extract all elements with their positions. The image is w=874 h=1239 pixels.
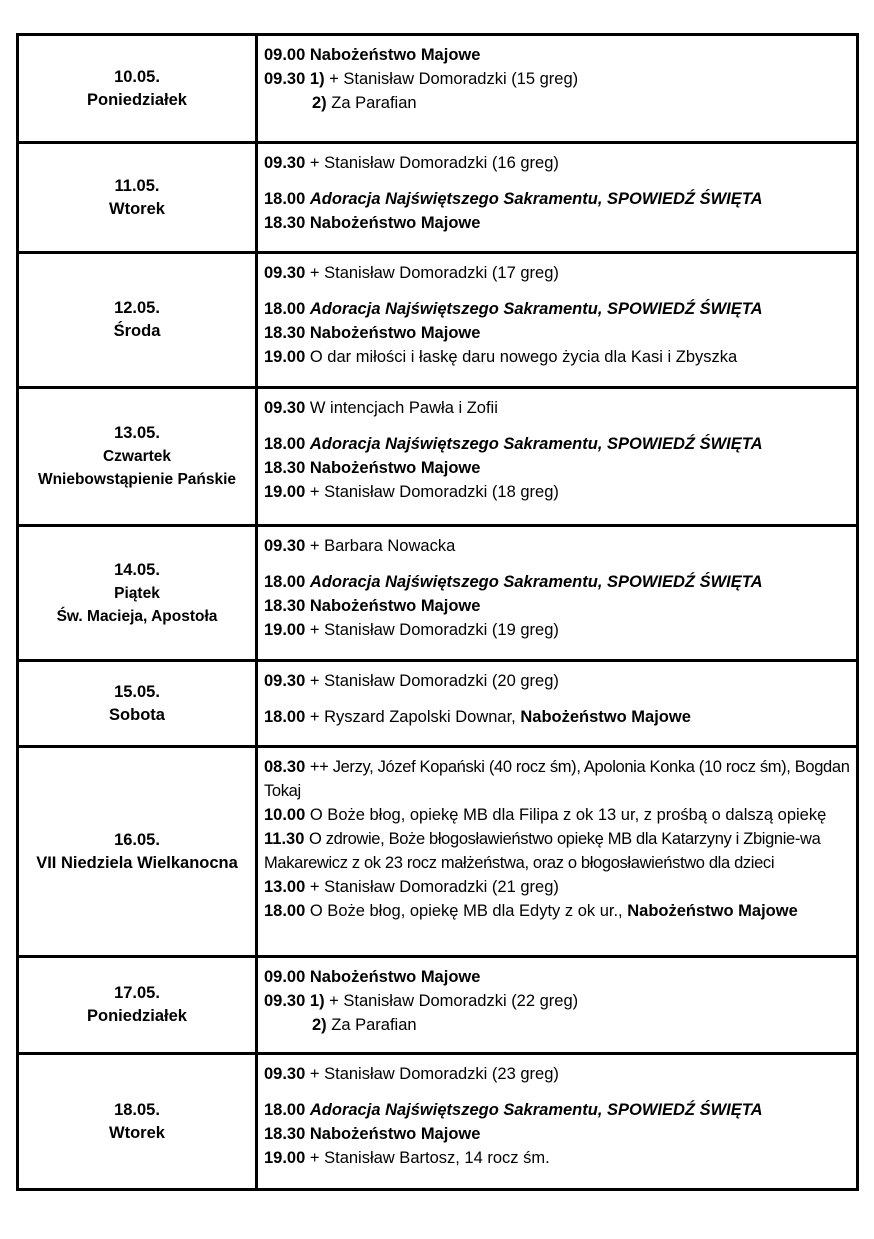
entry-text: + Stanisław Domoradzki (15 greg)	[329, 70, 579, 88]
entry-time: 18.00	[264, 1101, 306, 1119]
spacer	[264, 285, 850, 297]
schedule-entry	[264, 755, 850, 803]
entry-text: Za Parafian	[331, 94, 417, 112]
day-cell	[18, 526, 257, 661]
entries-cell	[257, 253, 858, 388]
schedule-row	[18, 388, 858, 526]
schedule-entry	[264, 321, 850, 345]
day-name: Poniedziałek	[87, 90, 187, 109]
schedule-entry	[264, 1062, 850, 1086]
entry-number: 1)	[309, 70, 325, 88]
entry-text: + Stanisław Bartosz, 14 rocz śm.	[309, 1149, 550, 1167]
schedule-row	[18, 253, 858, 388]
entries-cell	[257, 957, 858, 1054]
day-name: Poniedziałek	[87, 1007, 187, 1025]
entry-text: + Stanisław Domoradzki (23 greg)	[309, 1065, 559, 1083]
entry-number: 2)	[312, 94, 327, 112]
day-date: 16.05.	[114, 830, 160, 849]
entry-text: + Barbara Nowacka	[309, 537, 456, 555]
entry-text-bold: Nabożeństwo Majowe	[309, 46, 481, 64]
schedule-entry	[264, 43, 850, 67]
schedule-entry	[264, 456, 850, 480]
entry-text: + Stanisław Domoradzki (16 greg)	[309, 154, 559, 172]
schedule-entry	[264, 899, 850, 923]
entry-text: O Boże błog, opiekę MB dla Filipa z ok 13 ur, z prośbą o dalszą opiekę	[309, 806, 827, 824]
entry-time: 19.00	[264, 483, 306, 501]
day-date: 18.05.	[114, 1100, 160, 1119]
schedule-entry	[264, 669, 850, 693]
schedule-body	[18, 35, 858, 1190]
entries-cell	[257, 35, 858, 143]
day-date: 10.05.	[114, 67, 160, 86]
schedule-entry	[264, 345, 850, 369]
day-name: Czwartek	[102, 448, 172, 465]
entry-time: 09.00	[264, 46, 306, 64]
schedule-entry	[264, 480, 850, 504]
entry-time: 09.30	[264, 264, 306, 282]
entry-time: 18.00	[264, 902, 306, 920]
entry-time: 09.30	[264, 70, 306, 88]
entry-text: Za Parafian	[331, 1016, 417, 1034]
schedule-entry	[264, 965, 850, 989]
entries-cell	[257, 388, 858, 526]
entry-time: 09.00	[264, 968, 306, 986]
schedule-row	[18, 526, 858, 661]
entry-time: 18.30	[264, 597, 306, 615]
day-cell	[18, 661, 257, 747]
day-date: 15.05.	[114, 682, 160, 701]
spacer	[264, 420, 850, 432]
entry-text-bold-italic: Adoracja Najświętszego Sakramentu, SPOWIEDŹ ŚWIĘTA	[309, 300, 763, 318]
day-cell	[18, 957, 257, 1054]
entry-time: 09.30	[264, 537, 306, 555]
schedule-entry	[264, 989, 850, 1013]
entry-time: 18.30	[264, 214, 306, 232]
entry-time: 18.00	[264, 300, 306, 318]
entry-text: O zdrowie, Boże błogosławieństwo opiekę MB dla Katarzyny i Zbignie-wa Makarewicz z ok 23 rocz małżeństwa, oraz o błogosławieństwo dla dzieci	[264, 830, 821, 872]
entry-text-bold-italic: Adoracja Najświętszego Sakramentu, SPOWIEDŹ ŚWIĘTA	[309, 435, 763, 453]
mass-schedule-table	[16, 33, 859, 1191]
day-cell	[18, 747, 257, 957]
schedule-entry	[264, 67, 850, 91]
schedule-entry	[264, 875, 850, 899]
entry-text: + Stanisław Domoradzki (21 greg)	[309, 878, 559, 896]
entries-cell	[257, 526, 858, 661]
entry-text-bold-italic: Adoracja Najświętszego Sakramentu, SPOWIEDŹ ŚWIĘTA	[309, 573, 763, 591]
entry-time: 18.30	[264, 1125, 306, 1143]
day-cell	[18, 388, 257, 526]
schedule-entry	[264, 91, 850, 115]
schedule-entry	[264, 705, 850, 729]
spacer	[264, 693, 850, 705]
entries-cell	[257, 747, 858, 957]
schedule-entry	[264, 1098, 850, 1122]
entry-text-bold: Nabożeństwo Majowe	[627, 902, 798, 920]
schedule-entry	[264, 803, 850, 827]
day-name: Piątek	[114, 584, 160, 602]
spacer	[264, 175, 850, 187]
schedule-entry	[264, 618, 850, 642]
entry-text-bold: Nabożeństwo Majowe	[309, 968, 481, 986]
entry-time: 19.00	[264, 1149, 306, 1167]
entry-text-bold-italic: Adoracja Najświętszego Sakramentu, SPOWIEDŹ ŚWIĘTA	[309, 190, 763, 208]
entry-text: ++ Jerzy, Józef Kopański (40 rocz śm), Apolonia Konka (10 rocz śm), Bogdan Tokaj	[264, 758, 850, 800]
entry-text: + Ryszard Zapolski Downar,	[309, 708, 516, 726]
entry-text-bold-italic: Adoracja Najświętszego Sakramentu, SPOWIEDŹ ŚWIĘTA	[309, 1101, 763, 1119]
entry-text-bold: Nabożeństwo Majowe	[309, 324, 481, 342]
day-date: 13.05.	[114, 424, 160, 442]
entry-time: 09.30	[264, 1065, 306, 1083]
entry-number: 1)	[309, 992, 325, 1010]
schedule-entry	[264, 396, 850, 420]
schedule-row	[18, 747, 858, 957]
entry-text: + Stanisław Domoradzki (19 greg)	[309, 621, 559, 639]
schedule-entry	[264, 1013, 850, 1037]
day-name: Wtorek	[109, 199, 165, 218]
entry-text: + Stanisław Domoradzki (17 greg)	[309, 264, 559, 282]
spacer	[264, 1086, 850, 1098]
schedule-entry	[264, 570, 850, 594]
schedule-entry	[264, 432, 850, 456]
day-feast: Wniebowstąpienie Pańskie	[37, 471, 237, 488]
entries-cell	[257, 661, 858, 747]
entry-text-bold: Nabożeństwo Majowe	[309, 1125, 481, 1143]
schedule-row	[18, 661, 858, 747]
entry-text-bold: Nabożeństwo Majowe	[309, 597, 481, 615]
schedule-entry	[264, 1122, 850, 1146]
entry-time: 11.30	[264, 830, 305, 848]
day-name: Sobota	[109, 705, 165, 724]
entry-time: 18.30	[264, 459, 306, 477]
entry-time: 13.00	[264, 878, 306, 896]
entry-text: + Stanisław Domoradzki (18 greg)	[309, 483, 559, 501]
entry-time: 18.00	[264, 708, 306, 726]
entry-time: 09.30	[264, 992, 306, 1010]
spacer	[264, 558, 850, 570]
day-cell	[18, 1054, 257, 1190]
entry-time: 09.30	[264, 154, 306, 172]
day-date: 12.05.	[114, 299, 160, 317]
schedule-entry	[264, 261, 850, 285]
schedule-entry	[264, 1146, 850, 1170]
schedule-row	[18, 35, 858, 143]
day-cell	[18, 35, 257, 143]
entry-time: 19.00	[264, 348, 306, 366]
day-date: 17.05.	[114, 984, 160, 1002]
schedule-entry	[264, 827, 850, 875]
entry-text-bold: Nabożeństwo Majowe	[309, 214, 481, 232]
schedule-entry	[264, 151, 850, 175]
entries-cell	[257, 143, 858, 253]
schedule-row	[18, 143, 858, 253]
day-date: 14.05.	[114, 560, 160, 579]
entry-text-bold: Nabożeństwo Majowe	[309, 459, 481, 477]
entry-time: 10.00	[264, 806, 306, 824]
entry-text: + Stanisław Domoradzki (20 greg)	[309, 672, 559, 690]
day-name: Środa	[113, 322, 161, 340]
entry-text: O Boże błog, opiekę MB dla Edyty z ok ur.,	[309, 902, 623, 920]
schedule-entry	[264, 187, 850, 211]
day-name: VII Niedziela Wielkanocna	[36, 853, 238, 872]
entry-time: 18.00	[264, 435, 306, 453]
day-name: Wtorek	[109, 1123, 165, 1142]
entry-text: + Stanisław Domoradzki (22 greg)	[329, 992, 579, 1010]
entry-time: 09.30	[264, 399, 306, 417]
entry-time: 18.00	[264, 190, 306, 208]
schedule-row	[18, 957, 858, 1054]
schedule-entry	[264, 594, 850, 618]
entry-text: O dar miłości i łaskę daru nowego życia dla Kasi i Zbyszka	[309, 348, 738, 366]
entries-cell	[257, 1054, 858, 1190]
entry-time: 18.30	[264, 324, 306, 342]
entry-number: 2)	[312, 1016, 327, 1034]
entry-text: W intencjach Pawła i Zofii	[309, 399, 498, 417]
entry-time: 19.00	[264, 621, 306, 639]
schedule-entry	[264, 534, 850, 558]
day-feast: Św. Macieja, Apostoła	[56, 607, 218, 625]
day-cell	[18, 143, 257, 253]
entry-time: 09.30	[264, 672, 306, 690]
schedule-entry	[264, 211, 850, 235]
entry-text-bold: Nabożeństwo Majowe	[520, 708, 691, 726]
entry-time: 08.30	[264, 758, 306, 776]
schedule-entry	[264, 297, 850, 321]
day-date: 11.05.	[114, 176, 160, 195]
schedule-row	[18, 1054, 858, 1190]
day-cell	[18, 253, 257, 388]
entry-time: 18.00	[264, 573, 306, 591]
